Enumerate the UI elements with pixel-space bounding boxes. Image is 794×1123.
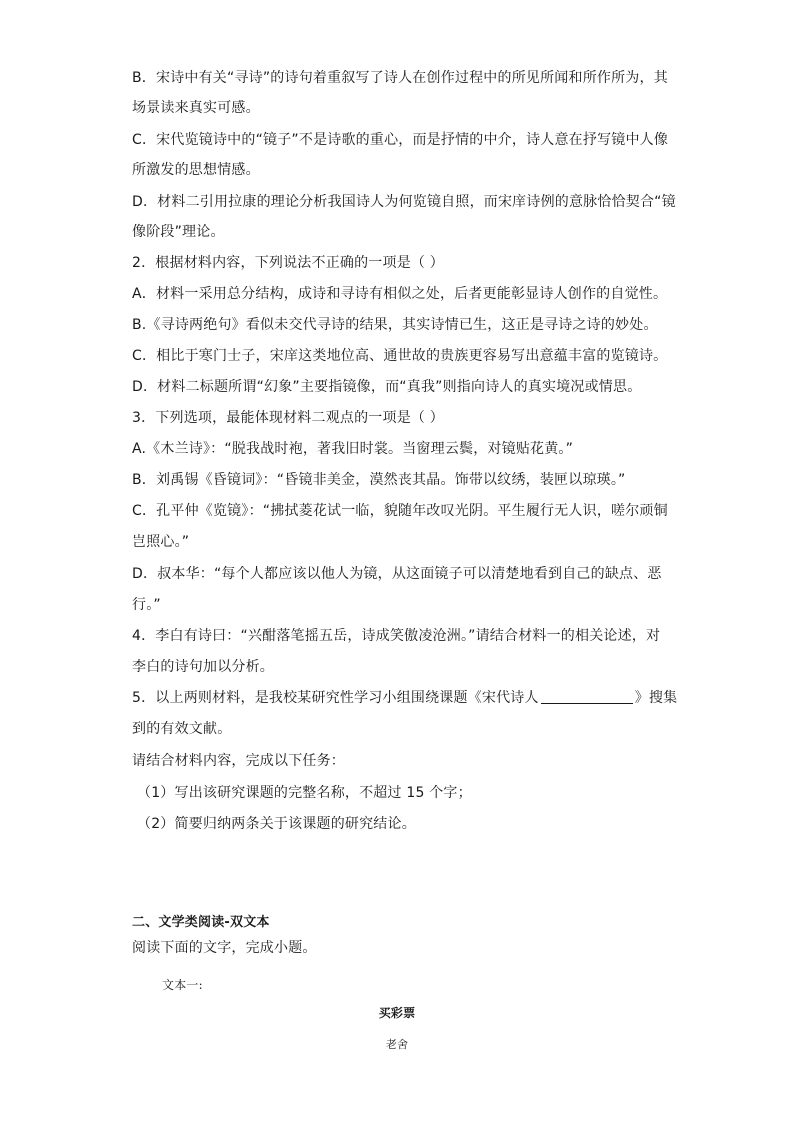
q2-option-a: A．材料一采用总分结构，成诗和寻诗有相似之处，后者更能彰显诗人创作的自觉性。 bbox=[132, 286, 668, 302]
q3-option-c-line-1: C．孔平仲《览镜》：“拂拭菱花试一临，貌随年改叹光阴。平生履行无人识，嗟尔顽铜 bbox=[132, 503, 668, 519]
question-4-line-1: 4．李白有诗曰：“兴酣落笔摇五岳，诗成笑傲凌沧洲。”请结合材料一的相关论述，对 bbox=[132, 628, 661, 644]
question-4-line-2: 李白的诗句加以分析。 bbox=[132, 659, 274, 675]
q2-option-c: C．相比于寒门士子，宋庠这类地位高、通世故的贵族更容易写出意蕴丰富的览镜诗。 bbox=[132, 348, 668, 364]
article-title: 买彩票 bbox=[378, 1006, 416, 1020]
task-intro: 请结合材料内容，完成以下任务： bbox=[132, 753, 345, 769]
option-d-line-1: D．材料二引用拉康的理论分析我国诗人为何览镜自照，而宋庠诗例的意脉恰恰契合“镜 bbox=[132, 194, 676, 210]
question-5-line-2: 到的有效文献。 bbox=[132, 721, 232, 737]
text-label: 文本一: bbox=[162, 978, 203, 992]
option-b-line-1: B．宋诗中有关“寻诗”的诗句着重叙写了诗人在创作过程中的所见所闻和所作所为，其 bbox=[132, 70, 668, 86]
q5-text-before: 5．以上两则材料，是我校某研究性学习小组围绕课题《宋代诗人 bbox=[132, 690, 539, 706]
option-c-line-1: C．宋代览镜诗中的“镜子”不是诗歌的重心，而是抒情的中介，诗人意在抒写镜中人像 bbox=[132, 132, 669, 148]
question-3: 3．下列选项，最能体现材料二观点的一项是（ ） bbox=[132, 410, 444, 426]
q3-option-b: B．刘禹锡《昏镜词》：“昏镜非美金，漠然丧其晶。饰带以纹绣，装匣以琼瑛。” bbox=[132, 472, 626, 488]
article-author: 老舍 bbox=[385, 1038, 409, 1051]
section-title: 二、文学类阅读-双文本 bbox=[132, 915, 270, 930]
answer-blank[interactable] bbox=[541, 689, 633, 704]
q3-option-d-line-2: 行。” bbox=[132, 597, 161, 613]
q3-option-a: A.《木兰诗》：“脱我战时袍，著我旧时裳。当窗理云鬓，对镜贴花黄。” bbox=[132, 441, 574, 457]
option-b-line-2: 场景读来真实可感。 bbox=[132, 100, 260, 116]
q5-text-after: 》搜集 bbox=[634, 690, 678, 706]
q3-option-d-line-1: D．叔本华：“每个人都应该以他人为镜，从这面镜子可以清楚地看到自己的缺点、恶 bbox=[132, 566, 662, 582]
task-2: （2）简要归纳两条关于该课题的研究结论。 bbox=[137, 816, 416, 832]
option-d-line-2: 像阶段”理论。 bbox=[132, 224, 225, 240]
question-2: 2．根据材料内容，下列说法不正确的一项是（ ） bbox=[132, 255, 444, 271]
q2-option-b: B.《寻诗两绝句》看似未交代寻诗的结果，其实诗情已生，这正是寻诗之诗的妙处。 bbox=[132, 317, 658, 333]
section-instruction: 阅读下面的文字，完成小题。 bbox=[132, 940, 317, 956]
task-1: （1）写出该研究课题的完整名称，不超过 15 个字； bbox=[137, 785, 472, 801]
question-5-line-1 bbox=[132, 688, 677, 708]
q3-option-c-line-2: 岂照心。” bbox=[132, 534, 190, 550]
q2-option-d: D．材料二标题所谓“幻象”主要指镜像，而“真我”则指向诗人的真实境况或情思。 bbox=[132, 379, 642, 395]
option-c-line-2: 所激发的思想情感。 bbox=[132, 162, 260, 178]
